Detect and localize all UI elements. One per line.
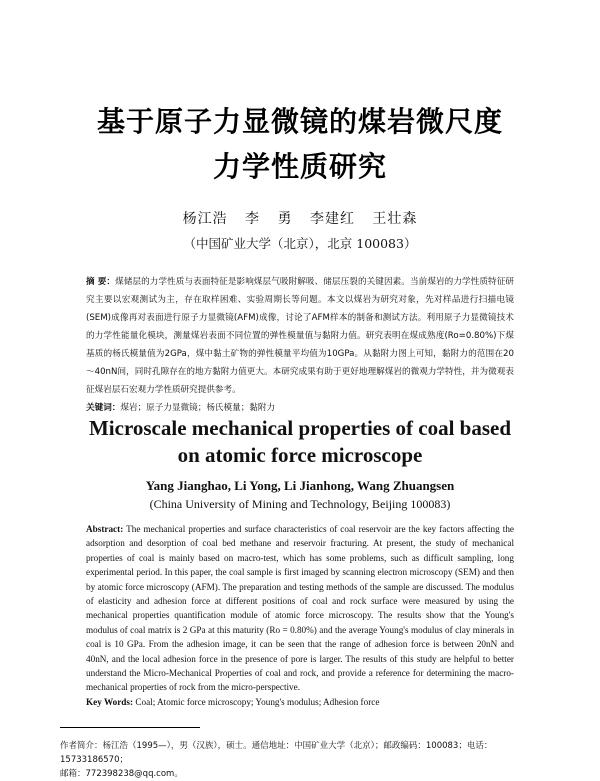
- chinese-abstract-label: 摘 要：: [86, 277, 116, 287]
- footnote-divider: [60, 727, 200, 728]
- footnote-line-1: 作者简介：杨江浩（1995—），男（汉族），硕士。通信地址：中国矿业大学（北京）；邮政编码：100083；电话：15733186570；: [60, 741, 493, 765]
- chinese-abstract-text: 煤储层的力学性质与表面特征是影响煤层气吸附解吸、储层压裂的关键因素。当前煤岩的力学性质特征研究主要以宏观测试为主，存在取样困难、实验周期长等问题。本文以煤岩为研究对象，先对样品进行扫描电镜(SEM)成像再对表面进行原子力显微镜(AFM)成像，讨论了AFM样本的制备和测试方法。利用原子力显微镜技术的力学性能量化模块，测量煤岩表面不同位置的弹性模量值与黏附力值。研究表明在煤成熟度(Ro=0.80%)下煤基质的杨氏模量值为2GPa，煤中黏土矿物的弹性模量平均值为10GPa。从黏附力图上可知，黏附力的范围在20～40nN间，同时孔隙存在的地方黏附力值更大。本研究成果有助于更好地理解煤岩的微观力学特性，并为微观表征煤岩层石宏观力学性质研究提供参考。: [86, 277, 514, 395]
- chinese-affiliation: （中国矿业大学（北京），北京 100083）: [183, 236, 417, 251]
- chinese-title-line-1: 基于原子力显微镜的煤岩微尺度: [96, 105, 503, 138]
- footnote-line-2: 邮箱：772398238@qq.com。: [60, 769, 183, 779]
- author-footnote: [60, 739, 540, 781]
- english-authors: Yang Jianghao, Li Yong, Li Jianhong, Wang Zhuangsen: [145, 478, 455, 493]
- english-abstract-text: The mechanical properties and surface characteristics of coal reservoir are the key factors affecting the adsorption and desorption of coal bed methane and reservoir fracturing. At present, the study of mechanical properties of coal is mainly based on macro-test, which has some problems, such as difficult sampling, long experimental period. In this paper, the coal sample is first imaged by scanning electron microscopy (SEM) and then by atomic force microscopy (AFM). The preparation and testing methods of the sample are discussed. The modulus of elasticity and adhesion force at different positions of coal and rock surface were measured by using the mechanical properties quantification module of atomic force microscopy. The results show that the Young's modulus of coal matrix is 2 GPa at this maturity (Ro = 0.80%) and the average Young's modulus of clay minerals in coal is 10 GPa. From the adhesion image, it can be seen that the range of adhesion force is between 20nN and 40nN, and the local adhesion force in the presence of pore is larger. The results of this study are helpful to better understand the Micro-Mechanical Properties of coal and rock, and provide a reference for determining the macro-mechanical properties of rock from the micro-perspective.: [86, 524, 514, 693]
- chinese-title-line-2: 力学性质研究: [212, 150, 387, 183]
- chinese-abstract: [86, 273, 514, 417]
- english-keywords-text: Coal; Atomic force microscopy; Young's modulus; Adhesion force: [135, 696, 380, 707]
- chinese-authors: 杨江浩 李 勇 李建红 王壮森: [182, 211, 418, 227]
- english-affiliation: (China University of Mining and Technology, Beijing 100083): [149, 497, 451, 511]
- english-abstract: [86, 522, 514, 709]
- english-abstract-label: Abstract:: [86, 524, 124, 534]
- chinese-keywords-label: 关键词：: [86, 403, 121, 413]
- english-keywords-label: Key Words:: [86, 696, 134, 707]
- english-title-line-2: on atomic force microscope: [177, 443, 423, 467]
- chinese-keywords-text: 煤岩；原子力显微镜；杨氏模量；黏附力: [120, 403, 276, 413]
- english-title-line-1: Microscale mechanical properties of coal based: [88, 416, 512, 440]
